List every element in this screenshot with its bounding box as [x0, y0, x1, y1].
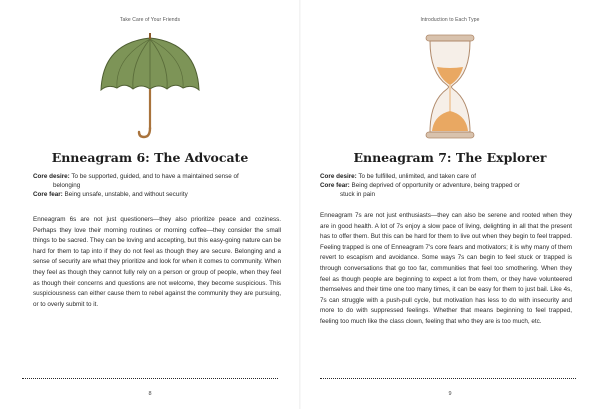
core-desire-line [320, 172, 572, 181]
core-desire-text: To be fulfilled, unlimited, and taken care of [356, 173, 476, 180]
core-desire-line [33, 172, 281, 181]
core-fear-line [320, 181, 572, 190]
umbrella-icon [95, 33, 205, 141]
page-number: 8 [148, 391, 152, 397]
body-paragraph [33, 215, 281, 310]
core-desire-text: To be supported, guided, and to have a maintained sense of [69, 173, 239, 180]
core-block [320, 172, 572, 199]
dotted-rule [320, 378, 576, 379]
core-desire-label: Core desire: [33, 173, 70, 180]
hourglass-icon [420, 33, 480, 141]
core-desire-continuation: belonging [53, 182, 81, 189]
page-number: 9 [448, 391, 452, 397]
core-fear-text: Being unsafe, unstable, and without security [62, 191, 188, 198]
core-fear-text: Being deprived of opportunity or adventure, being trapped or [349, 182, 520, 189]
section-heading: Enneagram 7: The Explorer [353, 150, 547, 165]
body-paragraph [320, 211, 572, 328]
body-text: Enneagram 7s are not just enthusiasts—they can also be serene and rooted when they are in good health. A lot of 7s enjoy a slow pace of living, delighting in all that the present has to offer them. But this can be hard for them to live out when they begin to feel trapped. Feeling trapped is one of Enneagram 7's core fears and motivators; it is why many of them revert to escapism and avoidance. Some ways 7s can begin to feel stuck or trapped is through conversations that go too far, communities that feel too smothering. When they feel as though people are beginning to expect a lot from them, or they have volunteered themselves and their time one too many times, it can be easy for them to just bail. Like 4s, 7s can struggle with a push-pull cycle, but motivation has less to do with insecurity and more to do with suppressed feelings. Whether that means beginning to feel trapped, feeling too much like the class clown, feeling that who they are is too much, etc. [320, 212, 572, 325]
core-fear-line [33, 190, 281, 199]
core-desire-label: Core desire: [320, 173, 357, 180]
running-head: Take Care of Your Friends [119, 17, 181, 23]
core-block [33, 172, 281, 199]
dotted-rule [22, 378, 278, 379]
core-fear-label: Core fear: [320, 182, 350, 189]
core-fear-continuation: stuck in pain [340, 191, 376, 198]
right-page [300, 0, 600, 409]
body-text: Enneagram 6s are not just questioners—they also prioritize peace and coziness. Perhaps they love their morning routines or morning coffee—they consider the small things to be sacred. They can be loving and accepting, but this easy-going nature can be hard for them to tap into if they do not feel as though they are secure. Belonging and a sense of security are what they prioritize and look for when it comes to community. When they feel as though they cannot fully rely on a person or group of people, when they feel as though their concerns and questions are not welcome, they become suspicious. This suspiciousness can either cause them to rebel against the community they are pursuing, or to overly submit to it. [33, 216, 281, 308]
core-fear-label: Core fear: [33, 191, 63, 198]
section-heading: Enneagram 6: The Advocate [51, 150, 249, 165]
running-head: Introduction to Each Type [420, 17, 480, 23]
